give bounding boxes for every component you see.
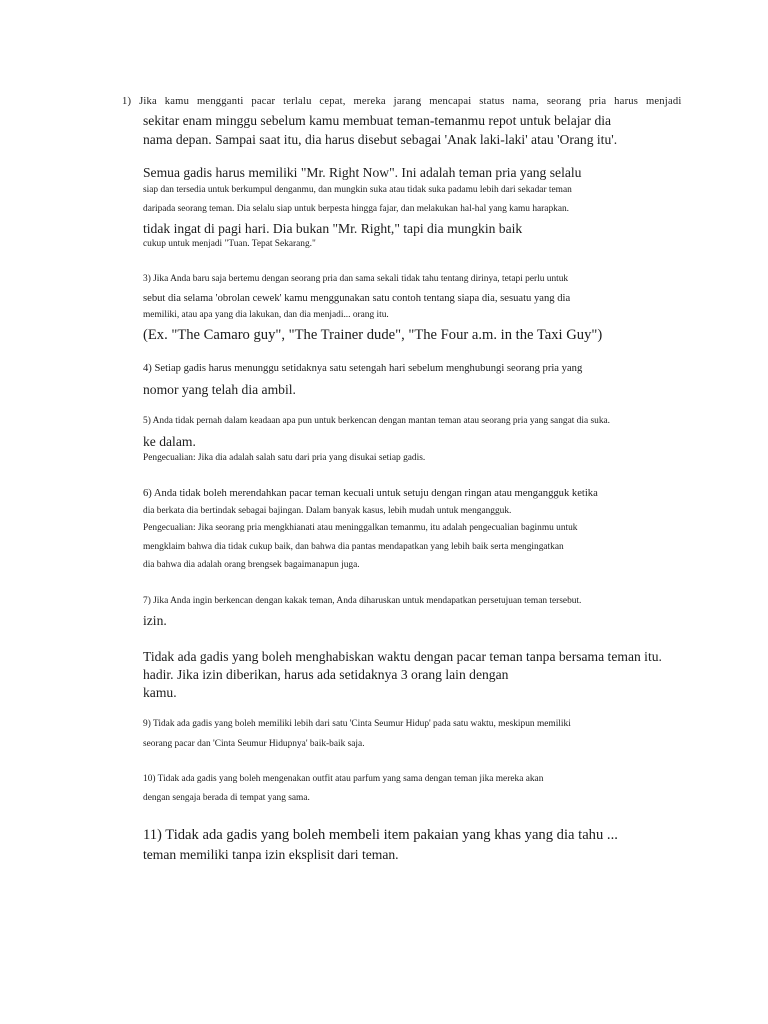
rule-6-line-1: 6) Anda tidak boleh merendahkan pacar teman kecuali untuk setuju dengan ringan atau mengangguk ketika [143,488,598,499]
rule-1-line-1: 1) Jika kamu mengganti pacar terlalu cepat, mereka jarang mencapai status nama, seorang pria harus menjadi [122,96,682,107]
rule-2-line-4: tidak ingat di pagi hari. Dia bukan "Mr. Right," tapi dia mungkin baik [143,221,523,236]
rule-6-exception-line-1: Pengecualian: Jika seorang pria mengkhianati atau meninggalkan temanmu, itu adalah pengecualian baginmu untuk [143,523,578,533]
rule-2-line-5: cukup untuk menjadi "Tuan. Tepat Sekarang." [143,239,316,249]
rule-9-line-2: seorang pacar dan 'Cinta Seumur Hidupnya' baik-baik saja. [143,739,365,749]
rule-3-example: (Ex. "The Camaro guy", "The Trainer dude", "The Four a.m. in the Taxi Guy") [143,327,603,343]
rule-8-line-2: hadir. Jika izin diberikan, harus ada setidaknya 3 orang lain dengan [143,667,509,682]
rule-1-line-2: sekitar enam minggu sebelum kamu membuat teman-temanmu repot untuk belajar dia [143,113,612,128]
rule-4-line-2: nomor yang telah dia ambil. [143,382,296,397]
rule-3-line-3: memiliki, atau apa yang dia lakukan, dan dia menjadi... orang itu. [143,310,389,320]
rule-11-line-1: 11) Tidak ada gadis yang boleh membeli item pakaian yang khas yang dia tahu ... [143,827,618,843]
rule-5-exception: Pengecualian: Jika dia adalah salah satu dari pria yang disukai setiap gadis. [143,453,426,463]
rule-10-line-2: dengan sengaja berada di tempat yang sama. [143,793,310,803]
rule-6-line-2: dia berkata dia bertindak sebagai bajingan. Dalam banyak kasus, lebih mudah untuk mengangguk. [143,506,512,516]
rule-6-exception-line-2: mengklaim bahwa dia tidak cukup baik, dan bahwa dia pantas mendapatkan yang lebih baik serta mengingatkan [143,542,564,552]
rule-7-line-1: 7) Jika Anda ingin berkencan dengan kakak teman, Anda diharuskan untuk mendapatkan persetujuan teman tersebut. [143,596,582,606]
rule-5-line-2: ke dalam. [143,434,196,449]
rule-6-exception-line-3: dia bahwa dia adalah orang brengsek bagaimanapun juga. [143,560,360,570]
rule-8-line-1: Tidak ada gadis yang boleh menghabiskan waktu dengan pacar teman tanpa bersama teman itu. [143,649,662,664]
rule-1-line-3: nama depan. Sampai saat itu, dia harus disebut sebagai 'Anak laki-laki' atau 'Orang itu'. [143,132,618,147]
rule-9-line-1: 9) Tidak ada gadis yang boleh memiliki lebih dari satu 'Cinta Seumur Hidup' pada satu waktu, meskipun memiliki [143,719,571,729]
rule-2-line-2: siap dan tersedia untuk berkumpul denganmu, dan mungkin suka atau tidak suka padamu lebih dari sekadar teman [143,185,572,195]
rule-2-line-1: Semua gadis harus memiliki "Mr. Right Now". Ini adalah teman pria yang selalu [143,165,582,180]
rule-2-line-3: daripada seorang teman. Dia selalu siap untuk berpesta hingga fajar, dan melakukan hal-hal yang kamu harapkan. [143,204,570,214]
rule-8-line-3: kamu. [143,685,177,700]
rule-11-line-2: teman memiliki tanpa izin eksplisit dari teman. [143,847,399,862]
rule-7-line-2: izin. [143,613,167,628]
rule-5-line-1: 5) Anda tidak pernah dalam keadaan apa pun untuk berkencan dengan mantan teman atau seorang pria yang sangat dia suka. [143,416,611,426]
rule-3-line-2: sebut dia selama 'obrolan cewek' kamu menggunakan satu contoh tentang siapa dia, sesuatu yang dia [143,293,571,304]
rule-4-line-1: 4) Setiap gadis harus menunggu setidaknya satu setengah hari sebelum menghubungi seorang pria yang [143,363,583,374]
rule-10-line-1: 10) Tidak ada gadis yang boleh mengenakan outfit atau parfum yang sama dengan teman jika mereka akan [143,774,544,784]
rule-3-line-1: 3) Jika Anda baru saja bertemu dengan seorang pria dan sama sekali tidak tahu tentang dirinya, tetapi perlu untuk [143,274,569,284]
